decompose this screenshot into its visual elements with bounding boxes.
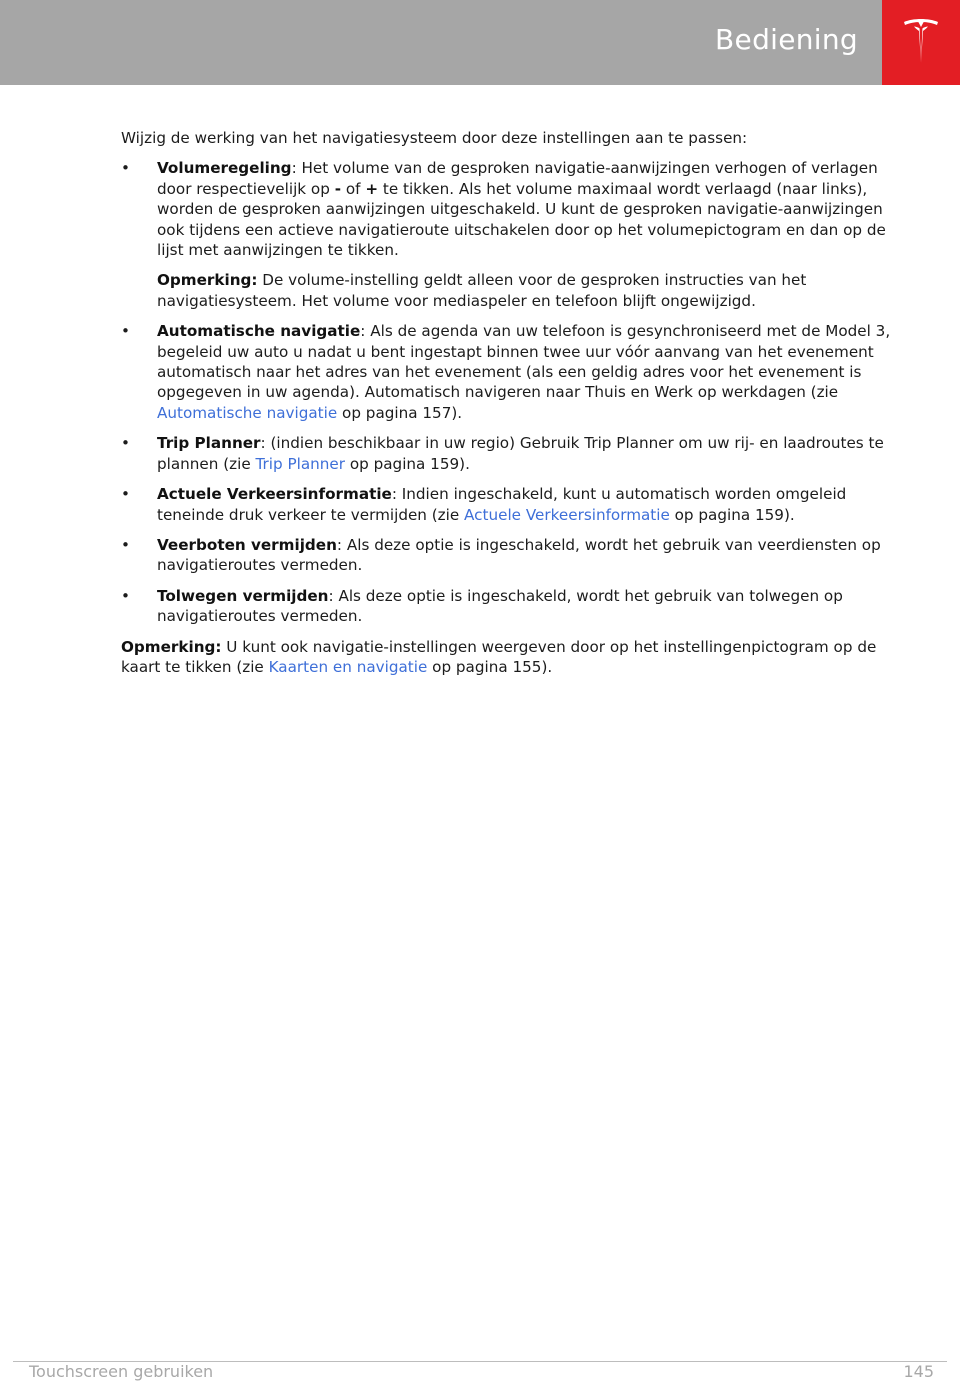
item-text: : Indien ingeschakeld, kunt u automatisch worden omgeleid teneinde druk verkeer te vermijden (zie [157,485,847,524]
note-text: U kunt ook navigatie-instellingen weergeven door op het instellingenpictogram op de kaart te tikken (zie [121,637,877,676]
list-item-trip-planner [121,433,911,474]
item-text: te tikken. Als het volume maximaal wordt verlaagd (naar links), worden de gesproken aanwijzingen uitgeschakeld. U kunt de gesproken navigatie-aanwijzingen ook tijdens een actieve navigatieroute uitschakelen door op het volumepictogram en dan op de lijst met aanwijzingen te tikken. [157,179,886,260]
volume-note [157,270,911,311]
item-term: Actuele Verkeersinformatie [157,485,392,504]
link-trip-planner[interactable]: Trip Planner [255,454,346,473]
item-text: : Als de agenda van uw telefoon is gesynchroniseerd met de Model 3, begeleid uw auto u nadat u bent ingestapt binnen twee uur vóór aanvang van het evenement automatisch naar het adres van het evenement (als een geldig adres voor het evenement is opgegeven in uw agenda). Automatisch navigeren naar Thuis en Werk op werkdagen (zie [157,322,891,402]
link-actuele-verkeersinformatie[interactable]: Actuele Verkeersinformatie [464,505,670,524]
item-term: Automatische navigatie [157,322,361,341]
note-label: Opmerking: [121,637,222,656]
settings-list [121,158,911,626]
main-content [121,128,911,677]
list-item-tolwegen-vermijden [121,586,911,627]
item-term: Tolwegen vermijden [157,586,329,605]
item-term: Trip Planner [157,434,261,453]
minus-symbol: - [334,179,342,198]
tesla-logo-icon [901,17,941,65]
item-text: of [341,179,366,198]
plus-symbol: + [365,179,379,198]
item-text: : Het volume van de gesproken navigatie-aanwijzingen verhogen of verlagen door respectievelijk op [157,159,878,198]
page-title: Bediening [715,23,858,56]
final-note [121,637,911,678]
page-header [0,0,960,85]
item-text: op pagina 159). [669,505,795,524]
item-text: : (indien beschikbaar in uw regio) Gebruik Trip Planner om uw rij- en laadroutes te plannen (zie [157,434,884,473]
note-text: De volume-instelling geldt alleen voor de gesproken instructies van het navigatiesysteem. Het volume voor mediaspeler en telefoon blijft ongewijzigd. [157,271,807,310]
list-item-volumeregeling [121,158,911,311]
item-text: op pagina 157). [337,403,463,422]
item-text: op pagina 159). [345,454,470,473]
item-term: Volumeregeling [157,159,292,178]
link-kaarten-en-navigatie[interactable]: Kaarten en navigatie [268,657,428,676]
item-term: Veerboten vermijden [157,535,337,554]
footer-page-number: 145 [903,1362,934,1381]
list-item-automatische-navigatie [121,321,911,423]
list-item-veerboten-vermijden [121,535,911,576]
intro-paragraph: Wijzig de werking van het navigatiesysteem door deze instellingen aan te passen: [121,129,748,147]
note-label: Opmerking: [157,271,258,290]
item-text: : Als deze optie is ingeschakeld, wordt het gebruik van veerdiensten op navigatieroutes vermeden. [157,535,881,575]
item-text: : Als deze optie is ingeschakeld, wordt het gebruik van tolwegen op navigatieroutes vermeden. [157,586,843,626]
logo-box [882,0,960,85]
link-automatische-navigatie[interactable]: Automatische navigatie [157,403,338,422]
note-text: op pagina 155). [427,657,553,676]
list-item-actuele-verkeersinformatie [121,484,911,525]
footer-section-title: Touchscreen gebruiken [29,1362,214,1381]
